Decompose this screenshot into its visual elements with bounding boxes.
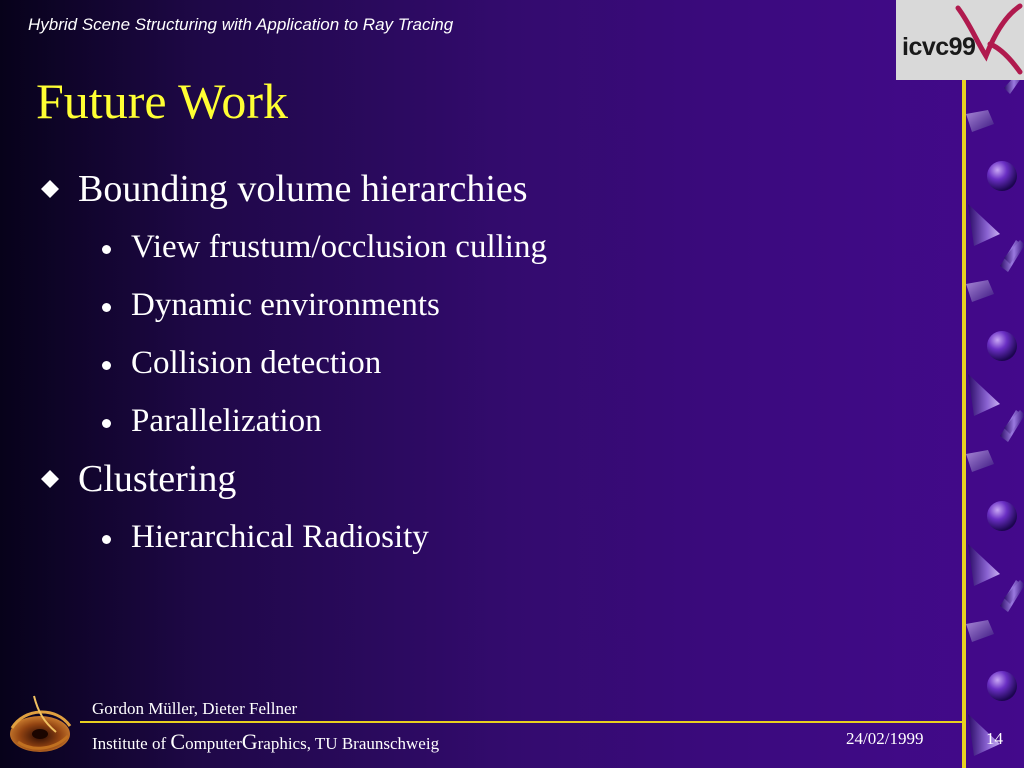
running-header: Hybrid Scene Structuring with Application to Ray Tracing bbox=[28, 15, 454, 34]
cube-shape bbox=[966, 280, 994, 302]
cone-shape bbox=[968, 374, 1000, 416]
page-number: 14 bbox=[986, 729, 1003, 748]
sub-bullet-text: Parallelization bbox=[131, 403, 322, 439]
dot-bullet-icon bbox=[102, 361, 111, 370]
institute-c: C bbox=[170, 729, 186, 754]
institute-raphics: raphics, TU Braunschweig bbox=[257, 734, 440, 753]
dot-bullet-icon bbox=[102, 245, 111, 254]
diamond-bullet-icon bbox=[40, 469, 60, 489]
footer-institute bbox=[92, 729, 439, 755]
sub-bullet-item bbox=[38, 392, 918, 450]
cone-shape bbox=[968, 204, 1000, 246]
footer-divider bbox=[80, 721, 962, 723]
institute-swirl-logo-icon bbox=[4, 688, 78, 764]
sub-bullet-item bbox=[38, 334, 918, 392]
cube-shape bbox=[966, 110, 994, 132]
sub-bullet-item bbox=[38, 276, 918, 334]
cube-shape bbox=[966, 620, 994, 642]
shapes-group-3 bbox=[966, 410, 1024, 612]
sub-bullet-item bbox=[38, 218, 918, 276]
sphere-shape bbox=[987, 501, 1017, 531]
sphere-shape bbox=[987, 161, 1017, 191]
bullet-text: Clustering bbox=[78, 458, 237, 500]
dot-bullet-icon bbox=[102, 419, 111, 428]
sphere-shape bbox=[987, 331, 1017, 361]
sphere-shape bbox=[987, 671, 1017, 701]
institute-g: G bbox=[241, 729, 258, 754]
bullet-item bbox=[38, 160, 918, 218]
sub-bullet-text: Hierarchical Radiosity bbox=[131, 519, 429, 555]
decorative-shapes-column bbox=[962, 80, 1024, 768]
logo-text: icvc99 bbox=[902, 33, 976, 61]
shapes-group-2 bbox=[966, 240, 1024, 442]
bullet-item bbox=[38, 450, 918, 508]
footer-authors: Gordon Müller, Dieter Fellner bbox=[92, 699, 298, 718]
footer-date: 24/02/1999 bbox=[846, 729, 924, 748]
bullet-list bbox=[38, 160, 918, 566]
shapes-group-1 bbox=[966, 80, 1024, 272]
cube-shape bbox=[966, 450, 994, 472]
sub-bullet-text: Collision detection bbox=[131, 345, 382, 381]
institute-prefix: Institute of bbox=[92, 734, 171, 753]
diamond-bullet-icon bbox=[40, 179, 60, 199]
dot-bullet-icon bbox=[102, 303, 111, 312]
conference-logo bbox=[896, 0, 1024, 80]
slide-title: Future Work bbox=[36, 73, 288, 129]
sub-bullet-text: Dynamic environments bbox=[131, 287, 440, 323]
icvc99-logo-icon bbox=[896, 0, 1024, 80]
dot-bullet-icon bbox=[102, 535, 111, 544]
bullet-text: Bounding volume hierarchies bbox=[78, 168, 528, 210]
sub-bullet-text: View frustum/occlusion culling bbox=[131, 229, 547, 265]
sub-bullet-item bbox=[38, 508, 918, 566]
institute-omputer: omputer bbox=[185, 734, 242, 753]
cone-shape bbox=[968, 544, 1000, 586]
cylinder-shape bbox=[1004, 80, 1024, 94]
